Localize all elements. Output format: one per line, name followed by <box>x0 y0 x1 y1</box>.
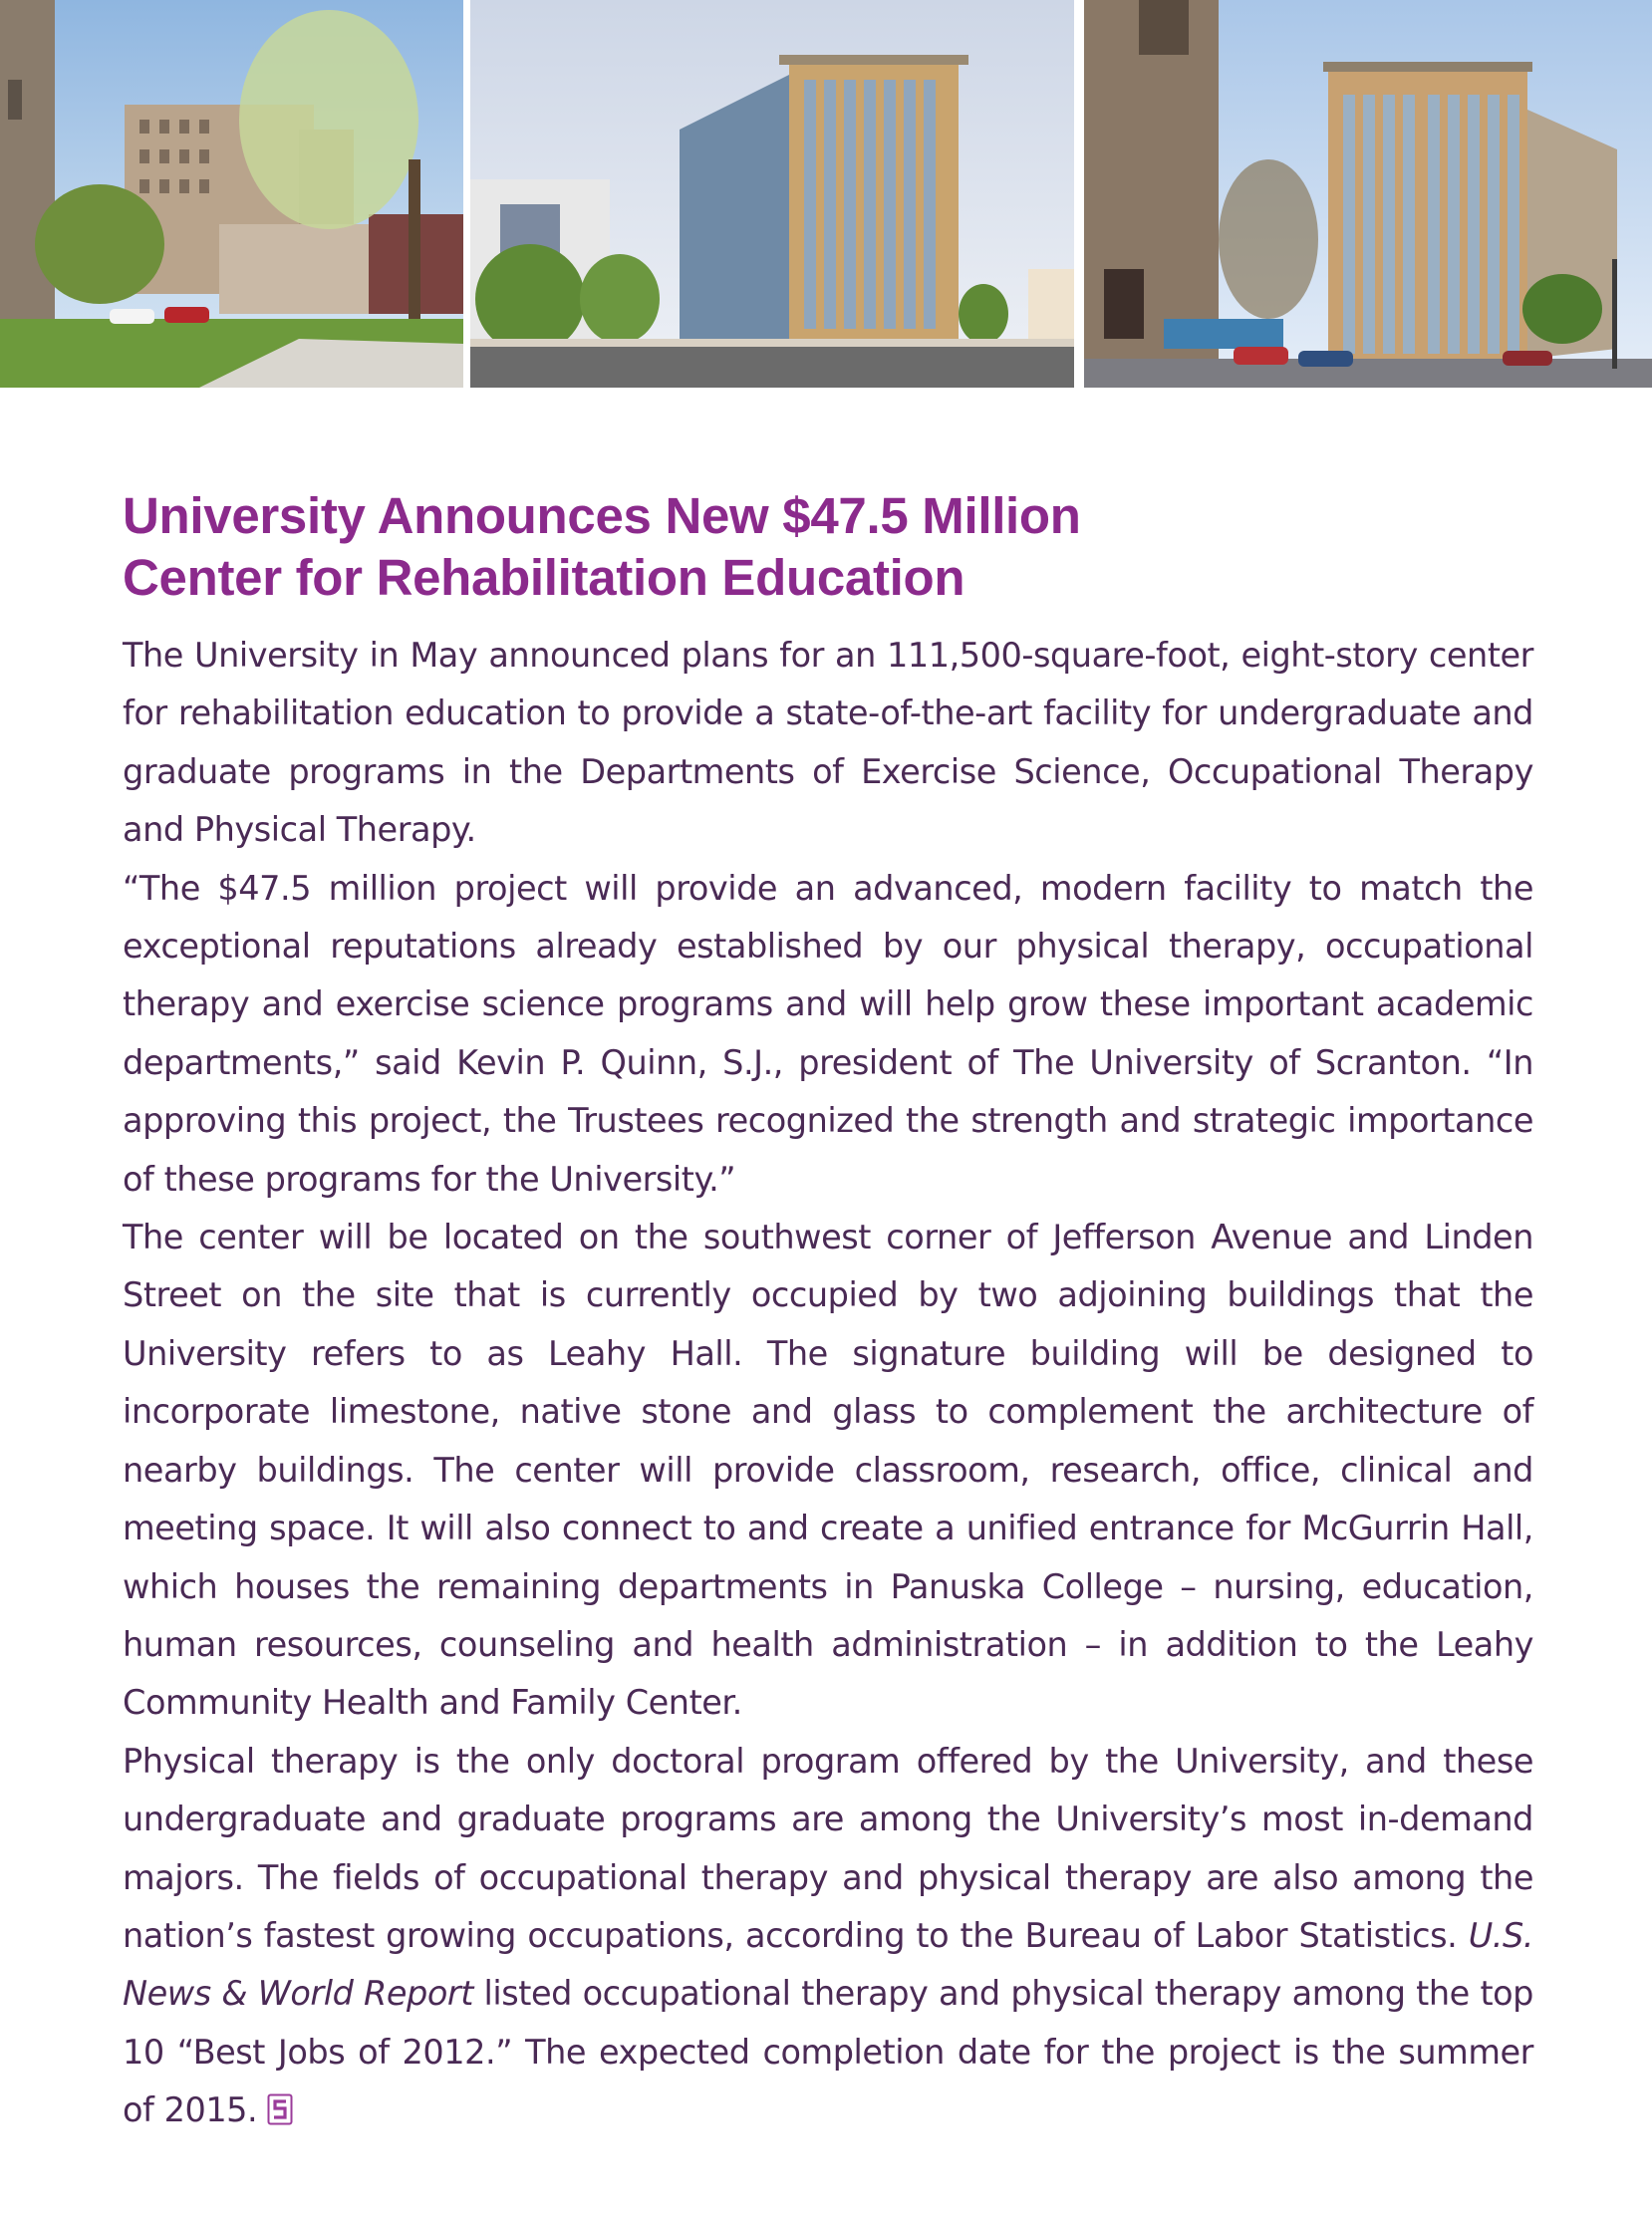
article <box>123 485 1533 2140</box>
paragraph-4-part-2: listed occupational therapy and physical therapy among the top 10 “Best Jobs of 2012.” The expected completion date for the project is the summer of 2015. <box>123 1974 1533 2130</box>
paragraph-4-part-1: Physical therapy is the only doctoral program offered by the University, and these undergraduate and graduate programs are among the University’s most in-demand majors. The fields of occupational therapy and physical therapy are also among the nation’s fastest growing occupations, according to the Bureau of Labor Statistics. <box>123 1741 1533 1955</box>
headline-line-1: University Announces New $47.5 Million <box>123 487 1081 544</box>
headline-line-2: Center for Rehabilitation Education <box>123 549 965 606</box>
paragraph-1: The University in May announced plans for an 111,500-square-foot, eight-story center for rehabilitation education to provide a state-of-the-art facility for undergraduate and graduate programs in the Departments of Exercise Science, Occupational Therapy and Physical Therapy. <box>123 636 1533 850</box>
rendering-new-center-street-view <box>1084 0 1652 388</box>
campus-photo-existing-buildings <box>0 0 463 388</box>
article-body <box>123 627 1533 2140</box>
article-headline <box>123 485 1533 609</box>
paragraph-2: “The $47.5 million project will provide an advanced, modern facility to match the exceptional reputations already established by our physical therapy, occupational therapy and exercise science programs and will help grow these important academic departments,” said Kevin P. Quinn, S.J., president of The University of Scranton. “In approving this project, the Trustees recognized the strength and strategic importance of these programs for the University.” <box>123 868 1533 1199</box>
paragraph-3: The center will be located on the southwest corner of Jefferson Avenue and Linden Street on the site that is currently occupied by two adjoining buildings that the University refers to as Leahy Hall. The signature building will be designed to incorporate limestone, native stone and glass to complement the architecture of nearby buildings. The center will provide classroom, research, office, clinical and meeting space. It will also connect to and create a unified entrance for McGurrin Hall, which houses the remaining departments in Panuska College – nursing, education, human resources, counseling and health administration – in addition to the Leahy Community Health and Family Center. <box>123 1218 1533 1723</box>
rendering-new-center-front <box>470 0 1074 388</box>
paragraph-4 <box>123 1733 1533 2140</box>
university-s-logo-icon <box>267 2085 293 2117</box>
photo-strip <box>0 0 1652 388</box>
publication-title: U.S. News & World Report <box>123 1915 1533 2014</box>
